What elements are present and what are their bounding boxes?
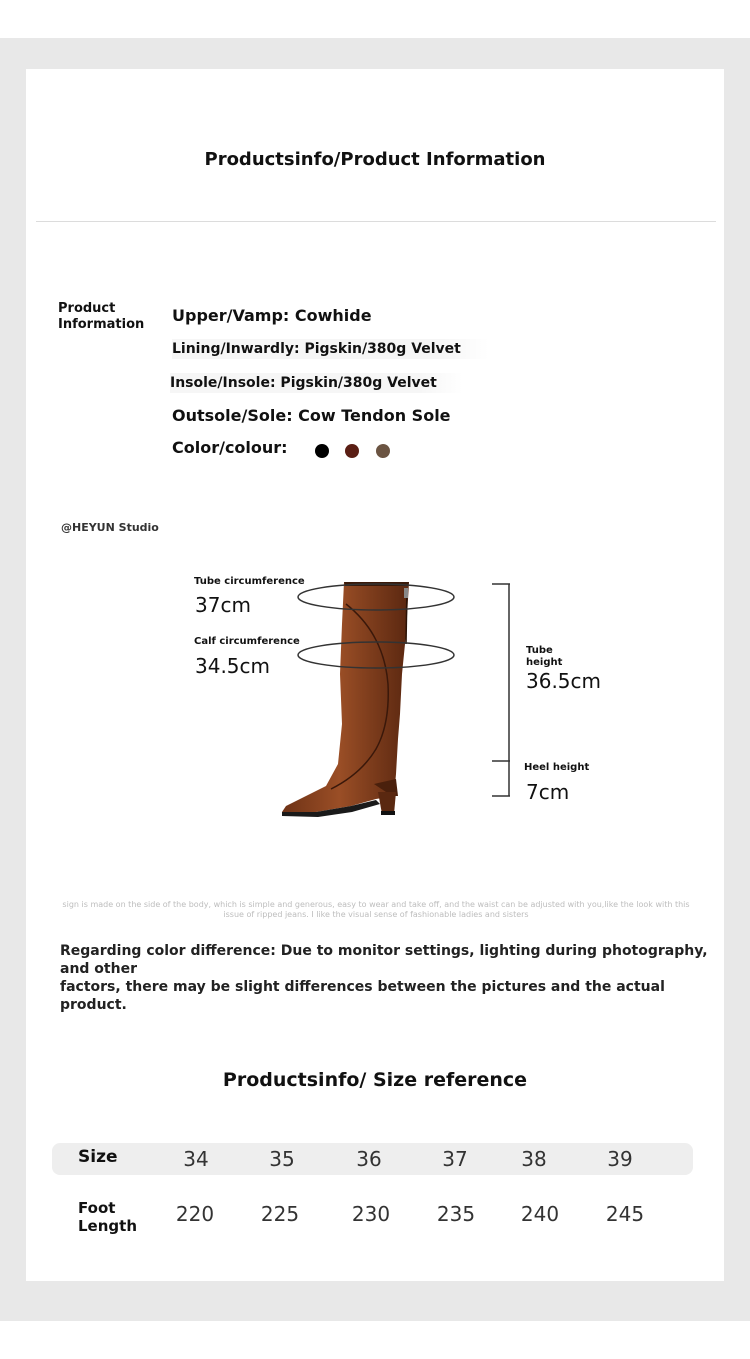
circumference-rings <box>294 579 458 679</box>
title-divider <box>36 221 716 222</box>
tube-circumference-ring <box>298 584 454 610</box>
heel-height-label: Heel height <box>524 762 590 773</box>
size-cell: 37 <box>442 1147 468 1171</box>
foot-length-label-line1: Foot <box>78 1199 116 1217</box>
fine-print-line2: issue of ripped jeans. I like the visual sense of fashionable ladies and sisters <box>223 910 529 919</box>
content-card <box>26 69 724 1281</box>
size-row-label: Size <box>78 1147 118 1167</box>
foot-length-cell: 230 <box>351 1202 391 1226</box>
calf-circumference-ring <box>298 642 454 668</box>
color-difference-note <box>60 942 710 1014</box>
size-reference-title: Productsinfo/ Size reference <box>222 1069 528 1091</box>
color-swatch-brown <box>376 444 390 458</box>
spec-outsole: Outsole/Sole: Cow Tendon Sole <box>172 406 451 425</box>
foot-length-cell: 235 <box>436 1202 476 1226</box>
foot-length-cell: 240 <box>520 1202 560 1226</box>
color-note-line2: factors, there may be slight differences between the pictures and the actual product. <box>60 979 665 1013</box>
foot-length-cell: 220 <box>175 1202 215 1226</box>
fine-print-line1: sign is made on the side of the body, which is simple and generous, easy to wear and take off, and the waist can be adjusted with you,like the look with this <box>62 900 690 909</box>
calf-circumference-label: Calf circumference <box>194 636 300 647</box>
color-note-line1: Regarding color difference: Due to monitor settings, lighting during photography, and other <box>60 943 708 977</box>
foot-length-cell: 225 <box>260 1202 300 1226</box>
product-info-label-line1: Product <box>58 301 116 316</box>
product-info-label <box>58 301 144 333</box>
height-bracket <box>488 581 518 801</box>
tube-height-label-line2: height <box>526 657 563 668</box>
size-cell: 39 <box>607 1147 633 1171</box>
size-cell: 36 <box>356 1147 382 1171</box>
foot-length-cell: 245 <box>605 1202 645 1226</box>
color-swatch-dark-red <box>345 444 359 458</box>
heel-height-value: 7cm <box>526 780 570 804</box>
tube-height-label-line1: Tube <box>526 645 553 656</box>
size-cell: 35 <box>269 1147 295 1171</box>
spec-color-label: Color/colour: <box>172 438 288 457</box>
spec-lining: Lining/Inwardly: Pigskin/380g Velvet <box>172 339 489 359</box>
spec-upper: Upper/Vamp: Cowhide <box>172 306 372 325</box>
tube-circumference-value: 37cm <box>195 593 251 617</box>
tube-height-value: 36.5cm <box>526 669 602 693</box>
foot-length-label-line2: Length <box>78 1217 137 1235</box>
calf-circumference-value: 34.5cm <box>195 654 271 678</box>
product-info-label-line2: Information <box>58 317 145 332</box>
tube-circumference-label: Tube circumference <box>194 576 305 587</box>
foot-length-label <box>78 1199 137 1235</box>
product-info-title: Productsinfo/Product Information <box>204 149 546 170</box>
studio-credit: @HEYUN Studio <box>61 521 159 534</box>
size-cell: 38 <box>521 1147 547 1171</box>
color-swatch-black <box>315 444 329 458</box>
spec-insole: Insole/Insole: Pigskin/380g Velvet <box>170 373 463 393</box>
tube-height-label <box>526 645 562 669</box>
size-cell: 34 <box>183 1147 209 1171</box>
